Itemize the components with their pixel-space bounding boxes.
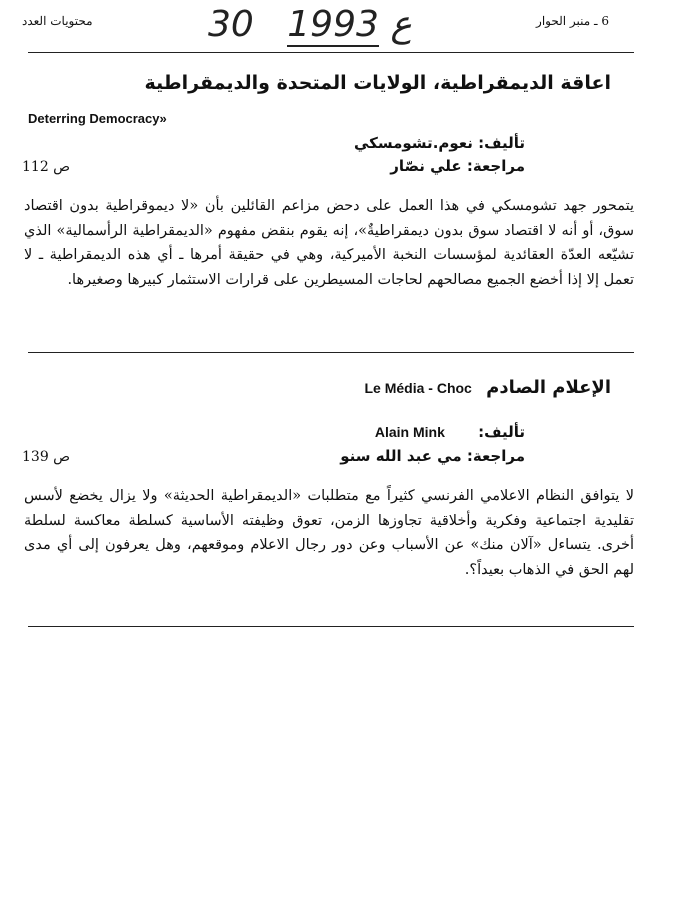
entry-2-reviewer: مراجعة: مي عبد الله سنو bbox=[340, 447, 525, 465]
entry-1-page-ref: ص 112 bbox=[22, 159, 71, 175]
entry-2-author-label: تأليف: bbox=[478, 423, 525, 441]
entry-2-body: لا يتوافق النظام الاعلامي الفرنسي كثيراً مع متطلبات «الديمقراطية الحديثة» ولا يزال يخضع لأسس تقليدية اجتماعية وفكرية وأخلاقية تجاوزها الزمن، تعوق وظيفته الأساسية كسلطة معاكسة لسلطة أخرى. يتساءل «آلان منك» عن الأسباب وعن دور رجال الاعلام وموقعهم، وهل يعرفون إلى أي مدى لهم الحق في الذهاب بعيداً؟. bbox=[24, 488, 634, 578]
entry-divider bbox=[28, 352, 634, 353]
entry-1-body: يتمحور جهد تشومسكي في هذا العمل على دحض مزاعم القائلين بأن «لا ديموقراطية بدون اقتصاد سوق، أو أنه لا اقتصاد سوق بدون ديمقراطيةٌ»، إنه يقوم بنقض مفهوم «الديمقراطية الرأسمالية» الذي تشيّعه العدّة العقائدية لمؤسسات النخبة الأميركية، وهي في حقيقة أمرها ـ أي هذه الديمقراطية ـ لا تعمل إلا إذا أخضع الجميع مصالحهم لحاجات المسيطرين على قرارات الاستثمار كبيرها وصغيرها. bbox=[24, 198, 634, 288]
footer-divider bbox=[28, 626, 634, 627]
entry-1-author: تأليف: نعوم.تشومسكي bbox=[353, 134, 525, 152]
entry-2-latin-title: Le Média - Choc bbox=[364, 380, 472, 396]
handwritten-issue-note bbox=[208, 4, 442, 45]
entry-1-reviewer: مراجعة: علي نصّار bbox=[390, 157, 525, 175]
handwritten-issue-year: 1993 bbox=[287, 4, 379, 45]
handwritten-issue-number: 30 bbox=[208, 4, 254, 45]
header-divider bbox=[28, 52, 634, 53]
entry-2-author-name: Alain Mink bbox=[374, 424, 445, 440]
entry-1-title: اعاقة الديمقراطية، الولايات المتحدة والديمقراطية bbox=[144, 72, 611, 94]
handwritten-issue-letter: ع bbox=[390, 4, 412, 45]
entry-2-title-ar: الإعلام الصادم bbox=[486, 377, 611, 398]
running-header-section: 6 ـ منبر الحوار bbox=[536, 14, 609, 28]
entry-2-author bbox=[375, 423, 525, 441]
entry-1-latin-title: Deterring Democracy» bbox=[28, 111, 167, 126]
entry-2-page-ref: ص 139 bbox=[22, 449, 71, 465]
entry-2-title bbox=[365, 377, 612, 398]
running-header-contents: محتويات العدد bbox=[22, 14, 93, 28]
